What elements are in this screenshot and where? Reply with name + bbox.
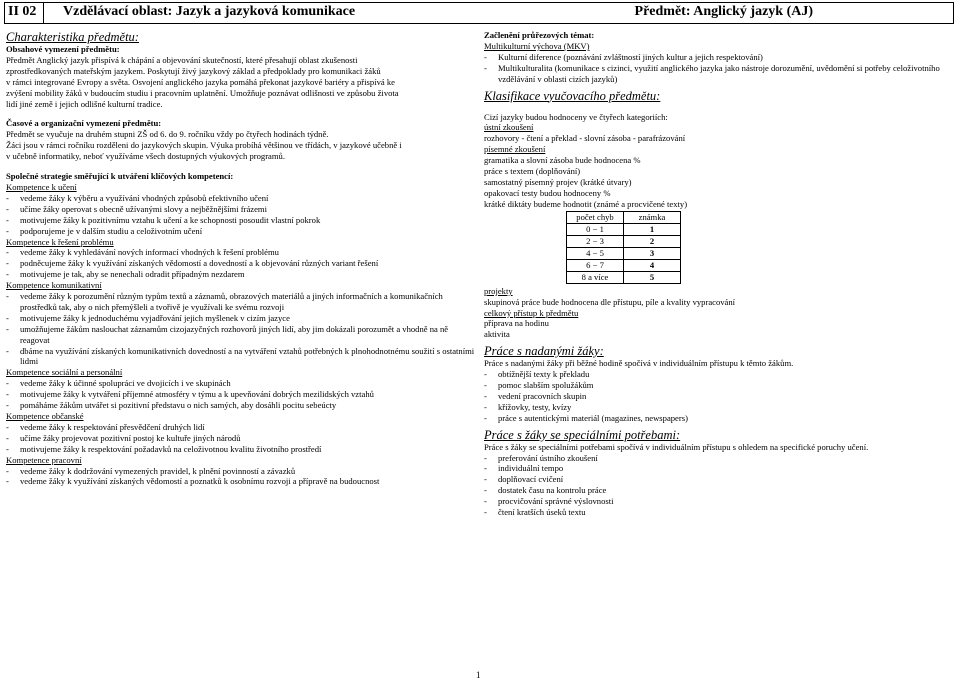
gifted-heading: Práce s nadanými žáky: (484, 344, 604, 359)
table-row (567, 235, 681, 247)
text-line: Předmět se vyučuje na druhém stupni ZŠ od 6. do 9. ročníku vždy po čtyřech hodinách týdně. (6, 129, 329, 140)
list-item: - čtení kratších úseků textu (484, 507, 586, 518)
text-line: příprava na hodinu (484, 318, 549, 329)
list-item: - vedeme žáky k respektování přesvědčení druhých lidí (6, 421, 205, 432)
projects-label: projekty (484, 285, 513, 296)
text-line: v učebně informatiky, neboť využíváme všech dostupných výukových programů. (6, 151, 285, 162)
table-cell: 8 a více (567, 271, 624, 283)
table-cell: 4 − 5 (567, 247, 624, 259)
list-item: - učíme žáky projevovat pozitivní postoj ke kultuře jiných národů (6, 432, 241, 443)
list-item: - motivujeme je tak, aby se nenechali odradit případným nezdarem (6, 269, 245, 280)
list-item: - Multikulturalita (komunikace s cizinci, využití anglického jazyka jako nástroje dorozumění, uvědomění si potřeby celoživotního vzdělávání v oblasti cizích jazyků) (484, 62, 940, 84)
text-line: samostatný písemný projev (krátké útvary) (484, 176, 632, 187)
left-column (6, 30, 478, 487)
table-cell: 5 (624, 271, 681, 283)
table-cell: 2 − 3 (567, 235, 624, 247)
table-cell: 3 (624, 247, 681, 259)
mkv-heading: Multikulturní výchova (MKV) (484, 40, 590, 51)
educational-area: Vzdělávací oblast: Jazyk a jazyková komunikace (63, 4, 356, 19)
list-item: - motivujeme žáky k respektování požadavků na celoživotnou kvalitu životního prostředí (6, 443, 322, 454)
competence-social-heading: Kompetence sociální a personální (6, 367, 123, 378)
oral-exam-label: ústní zkoušení (484, 122, 534, 133)
written-exam-label: písemné zkoušení (484, 144, 546, 155)
table-cell: 1 (624, 223, 681, 235)
text-line: Práce s nadanými žáky při běžné hodině spočívá v individuálním přístupu k těmto žákům. (484, 358, 794, 369)
grading-table (566, 211, 681, 284)
text-line: zvýšení mobility žáků v budoucím studiu i pracovním uplatnění. Umožňuje poznávat odlišnosti ve způsobu života (6, 87, 399, 98)
table-cell: 6 − 7 (567, 259, 624, 271)
list-item: - motivujeme žáky k jednoduchému vyjadřování jejich myšlenek v cizím jazyce (6, 312, 290, 323)
cross-topics-heading: Začlenění průřezových témat: (484, 30, 595, 40)
table-header-row (567, 211, 681, 223)
table-cell: 4 (624, 259, 681, 271)
page-header (4, 2, 954, 24)
list-item: - preferování ústního zkoušení (484, 452, 598, 463)
header-divider (43, 3, 44, 23)
text-line: opakovací testy budou hodnoceny % (484, 187, 611, 198)
text-line: krátké diktáty budeme hodnotit (známé a procvičené texty) (484, 198, 688, 209)
text-line: skupinová práce bude hodnocena dle přístupu, píle a kvality vypracování (484, 296, 736, 307)
list-item: - křížovky, testy, kvízy (484, 401, 572, 412)
list-item: - vedeme žáky k účinné spolupráci ve dvojicích i ve skupinách (6, 378, 231, 389)
list-item: - procvičování správné výslovnosti (484, 496, 614, 507)
list-item: - dostatek času na kontrolu práce (484, 485, 607, 496)
characteristics-heading: Charakteristika předmětu: (6, 30, 139, 44)
table-cell: 0 − 1 (567, 223, 624, 235)
right-column (484, 30, 954, 518)
list-item: - učíme žáky operovat s obecně užívanými slovy a nejběžnějšími frázemi (6, 203, 267, 214)
text-line: Předmět Anglický jazyk přispívá k chápání a objevování skutečností, které přesahují oblast zkušenosti (6, 54, 358, 65)
text-line: zprostředkovaných mateřským jazykem. Poskytují živý jazykový základ a předpoklady pro komunikaci žáků (6, 65, 381, 76)
text-line: Žáci jsou v rámci ročníku rozděleni do jazykových skupin. Výuka probíhá většinou ve třídách, v jazykové učebně i (6, 140, 402, 151)
text-line: v rámci integrované Evropy a světa. Osvojení anglického jazyka pomáhá překonat jazykové bariéry a přispívá ke (6, 76, 395, 87)
list-item: - pomáháme žákům utvářet si pozitivní představu o nich samých, aby dosáhli pocitu sebeúcty (6, 400, 337, 411)
table-cell: 2 (624, 235, 681, 247)
competence-communicative-heading: Kompetence komunikativní (6, 280, 102, 291)
list-item: - Kulturní diference (poznávání zvláštností jiných kultur a jejich respektování) (484, 51, 763, 62)
list-item: - vedeme žáky k využívání získaných vědomostí a poznatků k osobnímu rozvoji a přípravě na budoucnost (6, 476, 380, 487)
list-item: - vedení pracovních skupin (484, 390, 587, 401)
text-line: aktivita (484, 329, 510, 340)
list-item: - motivujeme žáky k vytváření příjemné atmosféry v týmu a k upevňování dobrých mezilidských vztahů (6, 389, 374, 400)
text-line: Práce s žáky se speciálními potřebami spočívá v individuálním přístupu s ohledem na specifické poruchy učení. (484, 441, 869, 452)
page-number: 1 (476, 670, 481, 680)
table-row (567, 271, 681, 283)
list-item: - motivujeme žáky k pozitivnímu vztahu k učení a ke schopnosti posoudit vlastní pokrok (6, 214, 321, 225)
strategies-heading: Společné strategie směřující k utváření klíčových kompetencí: (6, 171, 234, 182)
list-item: - podporujeme je v dalším studiu a celoživotním učení (6, 225, 203, 236)
subject-title: Předmět: Anglický jazyk (AJ) (634, 4, 813, 19)
list-item: - vedeme žáky k vyhledávání nových informací vhodných k řešení problému (6, 247, 279, 258)
text-line: Cizí jazyky budou hodnoceny ve čtyřech kategoriích: (484, 111, 668, 122)
content-text (6, 55, 478, 110)
time-org-heading: Časové a organizační vymezení předmětu: (6, 118, 162, 129)
text-line: lidí jiné země i jejich odlišné kulturní tradice. (6, 98, 163, 109)
list-item: - individuální tempo (484, 463, 564, 474)
list-item: - umožňujeme žákům naslouchat záznamům cizojazyčných rozhovorů jiných lidí, aby jim dokázali porozumět a vhodně na ně reagovat (6, 323, 449, 345)
table-header-cell: známka (624, 211, 681, 223)
list-item: - obtížnější texty k překladu (484, 369, 590, 380)
table-row (567, 259, 681, 271)
list-item: - práce s autentickými materiál (magazines, newspapers) (484, 412, 688, 423)
list-item: - vedeme žáky k dodržování vymezených pravidel, k plnění povinností a závazků (6, 465, 296, 476)
overall-approach-label: celkový přístup k předmětu (484, 307, 579, 318)
competence-work-heading: Kompetence pracovní (6, 454, 82, 465)
content-heading: Obsahové vymezení předmětu: (6, 44, 120, 54)
list-item: - pomoc slabším spolužákům (484, 380, 594, 391)
classification-heading: Klasifikace vyučovacího předmětu: (484, 88, 661, 103)
list-item: - dbáme na využívání získaných komunikativních dovedností a na vytváření vztahů potřebných k plnohodnotnému soužití s ostatními lidmi (6, 345, 475, 367)
text-line: rozhovory - čtení a překlad - slovní zásoba - parafrázování (484, 133, 686, 144)
special-needs-heading: Práce s žáky se speciálními potřebami: (484, 427, 681, 442)
table-header-cell: počet chyb (567, 211, 624, 223)
section-number: II 02 (8, 4, 37, 19)
text-line: práce s textem (doplňování) (484, 166, 581, 177)
table-row (567, 223, 681, 235)
list-item: - doplňovací cvičení (484, 474, 564, 485)
competence-civic-heading: Kompetence občanské (6, 411, 84, 421)
table-row (567, 247, 681, 259)
list-item: - podněcujeme žáky k využívání získaných vědomostí a dovedností a k objevování různých variant řešení (6, 258, 379, 269)
competence-problem-heading: Kompetence k řešení problému (6, 236, 114, 247)
list-item: - vedeme žáky k výběru a využívání vhodných způsobů efektivního učení (6, 192, 269, 203)
text-line: gramatika a slovní zásoba bude hodnocena % (484, 155, 641, 166)
competence-learning-heading: Kompetence k učení (6, 181, 77, 192)
list-item: - vedeme žáky k porozumění různým typům textů a záznamů, obrazových materiálů a jiných informačních a komunikačních prostředků tak, aby o nich přemýšleli a tvořivě je využívali ke svému rozvoji (6, 291, 443, 312)
